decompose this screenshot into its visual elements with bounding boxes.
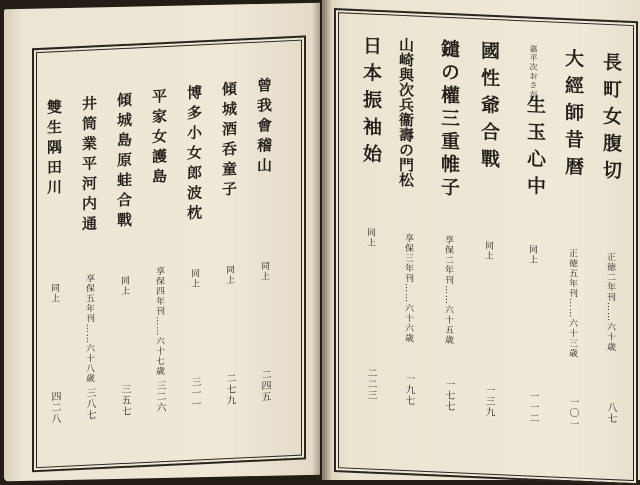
entry-title: 國性爺合戰: [478, 40, 500, 177]
entry-prefix: 嘉平次おさが: [529, 44, 538, 99]
entry-published: 同上: [259, 261, 269, 282]
entry-title: 長町女腹切: [600, 51, 622, 188]
entry-published: 享保五年刊……六十八歳: [84, 273, 94, 384]
entry-title: 曾我會稽山: [255, 76, 273, 178]
entry-page-number: 一〇一: [567, 396, 578, 430]
entry-published: 享保三年刊……六十六歳: [403, 233, 413, 344]
entry-page-number: 一七七: [443, 378, 454, 413]
entry-title: 生玉心中: [524, 94, 546, 204]
left-page: [4, 3, 320, 482]
entry-page-number: 二四五: [259, 369, 270, 403]
entry-page-number: 三八七: [84, 387, 95, 421]
entry-published: 正徳五年刊……六十三歳: [567, 248, 577, 359]
entry-published: 同上: [365, 227, 375, 248]
entry-page-number: 八七: [605, 401, 616, 425]
entry-page-number: 三五七: [119, 383, 130, 418]
entry-title: 平家女護島: [150, 87, 168, 189]
entry-published: 同上: [527, 244, 537, 265]
entry-title: 鑓の權三重帷子: [438, 38, 460, 201]
entry-page-number: 三二六: [154, 380, 165, 414]
entry-title: 雙生隅田川: [45, 98, 63, 200]
book-gutter: [312, 0, 332, 480]
entry-page-number: 二七九: [224, 372, 235, 407]
entry-published: 同上: [189, 268, 199, 289]
entry-title: 傾城島原蛙合戰: [115, 91, 133, 233]
entry-published: 享保二年刊……六十五歳: [443, 234, 453, 346]
entry-published: 正徳二年刊……六十歳: [605, 251, 615, 353]
entry-published: 同上: [49, 283, 59, 304]
entry-title: 大經師昔暦: [562, 47, 584, 184]
entry-published: 享保四年刊……六十七歳: [154, 266, 164, 377]
right-page-border: [334, 8, 638, 485]
entry-title: 傾城酒呑童子: [220, 80, 238, 202]
entry-page-number: 一三九: [483, 384, 494, 418]
entry-page-number: 四二八: [49, 390, 60, 425]
entry-page-number: 三一一: [189, 376, 200, 410]
entry-page-number: 二二三: [365, 367, 376, 401]
entry-published: 同上: [119, 275, 129, 297]
entry-title: 井筒業平河内通: [80, 95, 98, 237]
entry-published: 同上: [483, 240, 493, 261]
entry-page-number: 一九七: [403, 373, 414, 407]
entry-page-number: 一一二: [527, 390, 538, 424]
entry-title: 山崎與次兵衞壽の門松: [397, 36, 415, 188]
entry-published: 同上: [224, 264, 234, 286]
left-page-border: [32, 35, 306, 472]
entry-title: 日本振袖始: [360, 35, 382, 172]
entry-title: 博多小女郎波枕: [185, 84, 203, 226]
